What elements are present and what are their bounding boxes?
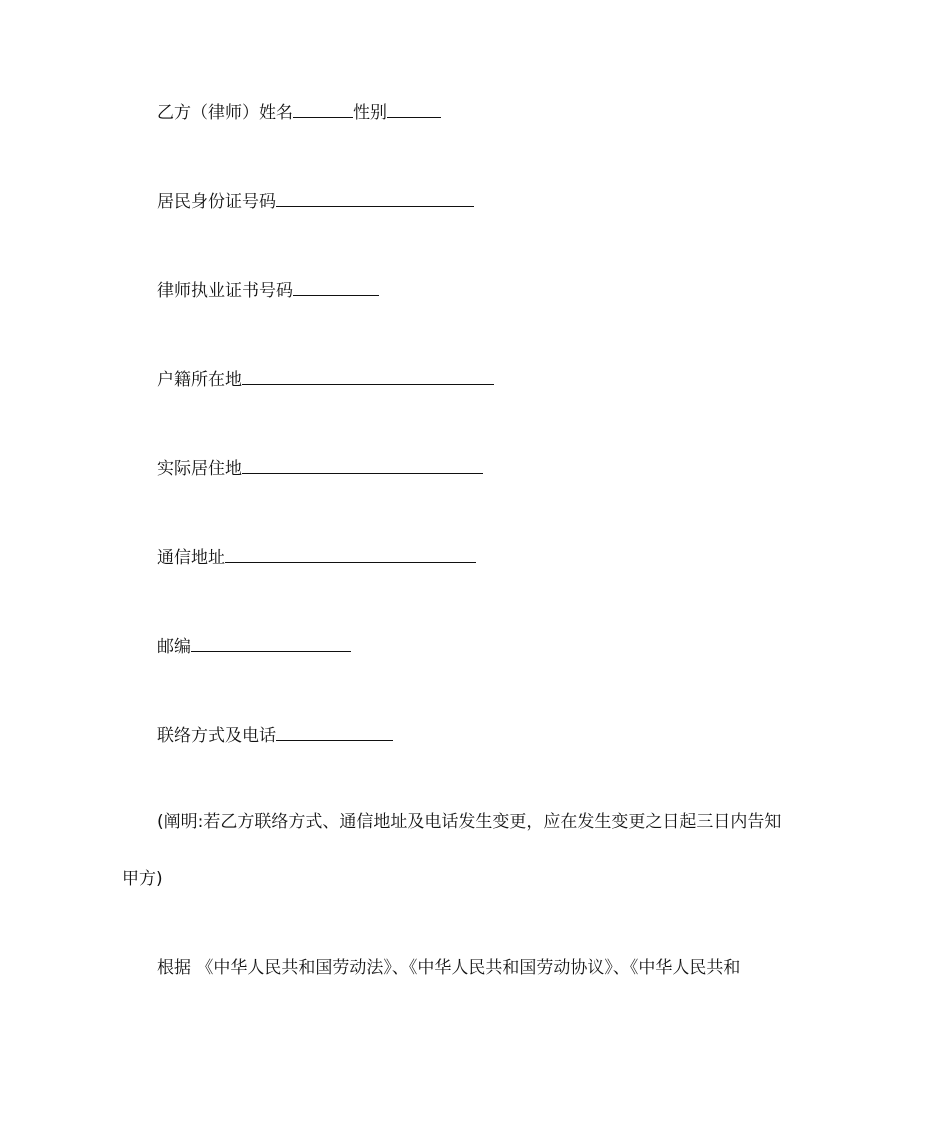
mailing-address-blank <box>225 544 476 563</box>
postcode-blank <box>191 633 351 652</box>
residence-line <box>157 455 483 480</box>
postcode-line <box>157 633 351 658</box>
contact-blank <box>276 722 393 741</box>
id-number-label: 居民身份证号码 <box>157 192 276 212</box>
id-number-blank <box>276 188 474 207</box>
mailing-address-line <box>157 544 476 569</box>
gender-blank <box>387 99 441 118</box>
legal-basis-line-1: 根据 《中华人民共和国劳动法》、《中华人民共和国劳动协议》、《中华人民共和 <box>157 958 741 978</box>
residence-label: 实际居住地 <box>157 459 242 479</box>
mailing-address-label: 通信地址 <box>157 548 225 568</box>
contact-line <box>157 722 393 747</box>
license-number-label: 律师执业证书号码 <box>157 281 293 301</box>
lawyer-name-blank <box>293 99 353 118</box>
household-registration-line <box>157 366 494 391</box>
change-note-line-2: 甲方) <box>122 869 163 889</box>
lawyer-name-line <box>157 99 441 124</box>
lawyer-name-label: 乙方（律师）姓名 <box>157 103 293 123</box>
contact-label: 联络方式及电话 <box>157 726 276 746</box>
residence-blank <box>242 455 483 474</box>
id-number-line <box>157 188 474 213</box>
household-registration-label: 户籍所在地 <box>157 370 242 390</box>
change-note-line-1: (阐明:若乙方联络方式、通信地址及电话发生变更，应在发生变更之日起三日内告知 <box>157 812 782 832</box>
license-number-blank <box>293 277 379 296</box>
postcode-label: 邮编 <box>157 637 191 657</box>
household-registration-blank <box>242 366 494 385</box>
license-number-line <box>157 277 379 302</box>
gender-label: 性别 <box>353 103 387 123</box>
